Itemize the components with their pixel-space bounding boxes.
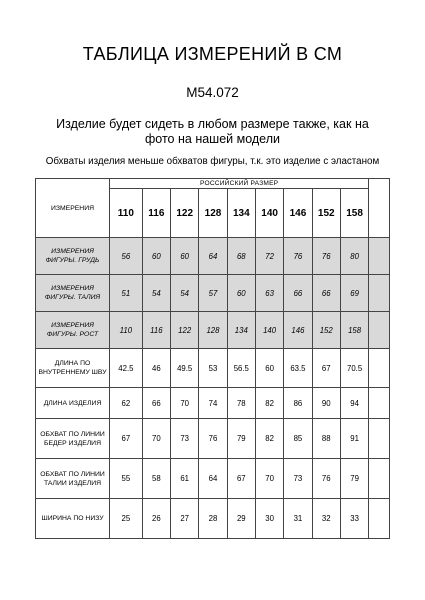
measurement-cell: 31 [284, 499, 312, 539]
size-header-cell: 146 [284, 189, 312, 238]
measurement-cell: 64 [199, 459, 227, 499]
measurement-cell: 64 [199, 238, 227, 275]
measurement-cell: 67 [312, 349, 340, 388]
blank-cell [369, 419, 390, 459]
measurement-cell: 80 [340, 238, 368, 275]
measurement-cell: 74 [199, 388, 227, 419]
measurement-cell: 56.5 [227, 349, 255, 388]
row-label: ОБХВАТ ПО ЛИНИИ БЕДЕР ИЗДЕЛИЯ [36, 419, 110, 459]
row-label: ИЗМЕРЕНИЯ ФИГУРЫ. РОСТ [36, 312, 110, 349]
measurement-cell: 76 [312, 459, 340, 499]
size-header-cell: 116 [142, 189, 170, 238]
table-row [36, 499, 390, 539]
measurement-cell: 88 [312, 419, 340, 459]
measurement-cell: 116 [142, 312, 170, 349]
measurement-cell: 140 [255, 312, 283, 349]
measurement-cell: 60 [142, 238, 170, 275]
row-label: ШИРИНА ПО НИЗУ [36, 499, 110, 539]
measurement-cell: 152 [312, 312, 340, 349]
table-row [36, 275, 390, 312]
measurement-cell: 158 [340, 312, 368, 349]
fabric-note: Обхваты изделия меньше обхватов фигуры, т.к. это изделие с эластаном [45, 156, 380, 167]
measurement-cell: 60 [227, 275, 255, 312]
measurement-cell: 76 [284, 238, 312, 275]
blank-cell [369, 238, 390, 275]
measurement-cell: 73 [284, 459, 312, 499]
measurement-cell: 76 [199, 419, 227, 459]
row-label: ИЗМЕРЕНИЯ ФИГУРЫ. ТАЛИЯ [36, 275, 110, 312]
measurement-cell: 122 [171, 312, 199, 349]
measurement-cell: 55 [110, 459, 143, 499]
measurement-cell: 90 [312, 388, 340, 419]
measurement-cell: 66 [284, 275, 312, 312]
measurement-cell: 32 [312, 499, 340, 539]
measurement-cell: 76 [312, 238, 340, 275]
blank-cell [369, 459, 390, 499]
measurement-cell: 66 [142, 388, 170, 419]
fit-note: Изделие будет сидеть в любом размере также, как на фото на нашей модели [56, 117, 369, 146]
size-header-cell: 152 [312, 189, 340, 238]
size-header-cell: 158 [340, 189, 368, 238]
measurement-cell: 25 [110, 499, 143, 539]
measurement-cell: 69 [340, 275, 368, 312]
size-header-cell: 134 [227, 189, 255, 238]
blank-cell [369, 349, 390, 388]
measurement-cell: 94 [340, 388, 368, 419]
measurement-cell: 79 [227, 419, 255, 459]
table-row [36, 349, 390, 388]
measurement-cell: 70 [142, 419, 170, 459]
measurement-cell: 61 [171, 459, 199, 499]
table-row [36, 238, 390, 275]
measurement-cell: 56 [110, 238, 143, 275]
measurement-cell: 79 [340, 459, 368, 499]
measurement-cell: 46 [142, 349, 170, 388]
measurement-cell: 146 [284, 312, 312, 349]
measurement-cell: 60 [171, 238, 199, 275]
page-title: ТАБЛИЦА ИЗМЕРЕНИЙ В СМ [82, 44, 343, 64]
measurement-cell: 70 [255, 459, 283, 499]
blank-cell [369, 275, 390, 312]
measurement-cell: 134 [227, 312, 255, 349]
measurement-cell: 58 [142, 459, 170, 499]
measurement-cell: 54 [171, 275, 199, 312]
measurement-cell: 57 [199, 275, 227, 312]
table-row [36, 312, 390, 349]
measurement-cell: 28 [199, 499, 227, 539]
table-row [36, 419, 390, 459]
measurement-cell: 51 [110, 275, 143, 312]
measurement-cell: 128 [199, 312, 227, 349]
measurement-cell: 63 [255, 275, 283, 312]
article-number: М54.072 [186, 85, 239, 100]
measurement-cell: 67 [110, 419, 143, 459]
blank-cell [369, 388, 390, 419]
measurement-cell: 30 [255, 499, 283, 539]
measurement-cell: 60 [255, 349, 283, 388]
measurements-header: ИЗМЕРЕНИЯ [36, 179, 110, 238]
row-label: ИЗМЕРЕНИЯ ФИГУРЫ. ГРУДЬ [36, 238, 110, 275]
table-row [36, 388, 390, 419]
size-system-header: РОССИЙСКИЙ РАЗМЕР [110, 179, 369, 189]
measurement-cell: 72 [255, 238, 283, 275]
measurement-cell: 68 [227, 238, 255, 275]
measurement-cell: 63.5 [284, 349, 312, 388]
measurement-cell: 85 [284, 419, 312, 459]
measurement-cell: 29 [227, 499, 255, 539]
measurement-cell: 78 [227, 388, 255, 419]
measurement-cell: 66 [312, 275, 340, 312]
measurement-cell: 70 [171, 388, 199, 419]
blank-header-cell [369, 179, 390, 238]
row-label: ДЛИНА ИЗДЕЛИЯ [36, 388, 110, 419]
size-header-cell: 110 [110, 189, 143, 238]
size-header-cell: 140 [255, 189, 283, 238]
size-header-cell: 128 [199, 189, 227, 238]
measurement-cell: 26 [142, 499, 170, 539]
header-row-1 [36, 179, 390, 189]
blank-cell [369, 312, 390, 349]
measurement-cell: 62 [110, 388, 143, 419]
size-table [35, 178, 390, 539]
row-label: ОБХВАТ ПО ЛИНИИ ТАЛИИ ИЗДЕЛИЯ [36, 459, 110, 499]
measurement-cell: 27 [171, 499, 199, 539]
measurement-cell: 42.5 [110, 349, 143, 388]
blank-cell [369, 499, 390, 539]
measurement-cell: 53 [199, 349, 227, 388]
measurement-cell: 110 [110, 312, 143, 349]
measurement-cell: 73 [171, 419, 199, 459]
row-label: ДЛИНА ПО ВНУТРЕННЕМУ ШВУ [36, 349, 110, 388]
measurement-cell: 54 [142, 275, 170, 312]
measurement-cell: 67 [227, 459, 255, 499]
table-row [36, 459, 390, 499]
measurement-cell: 82 [255, 388, 283, 419]
measurement-cell: 70.5 [340, 349, 368, 388]
measurement-cell: 82 [255, 419, 283, 459]
measurement-cell: 49.5 [171, 349, 199, 388]
size-header-cell: 122 [171, 189, 199, 238]
measurement-cell: 91 [340, 419, 368, 459]
measurement-cell: 33 [340, 499, 368, 539]
measurement-cell: 86 [284, 388, 312, 419]
